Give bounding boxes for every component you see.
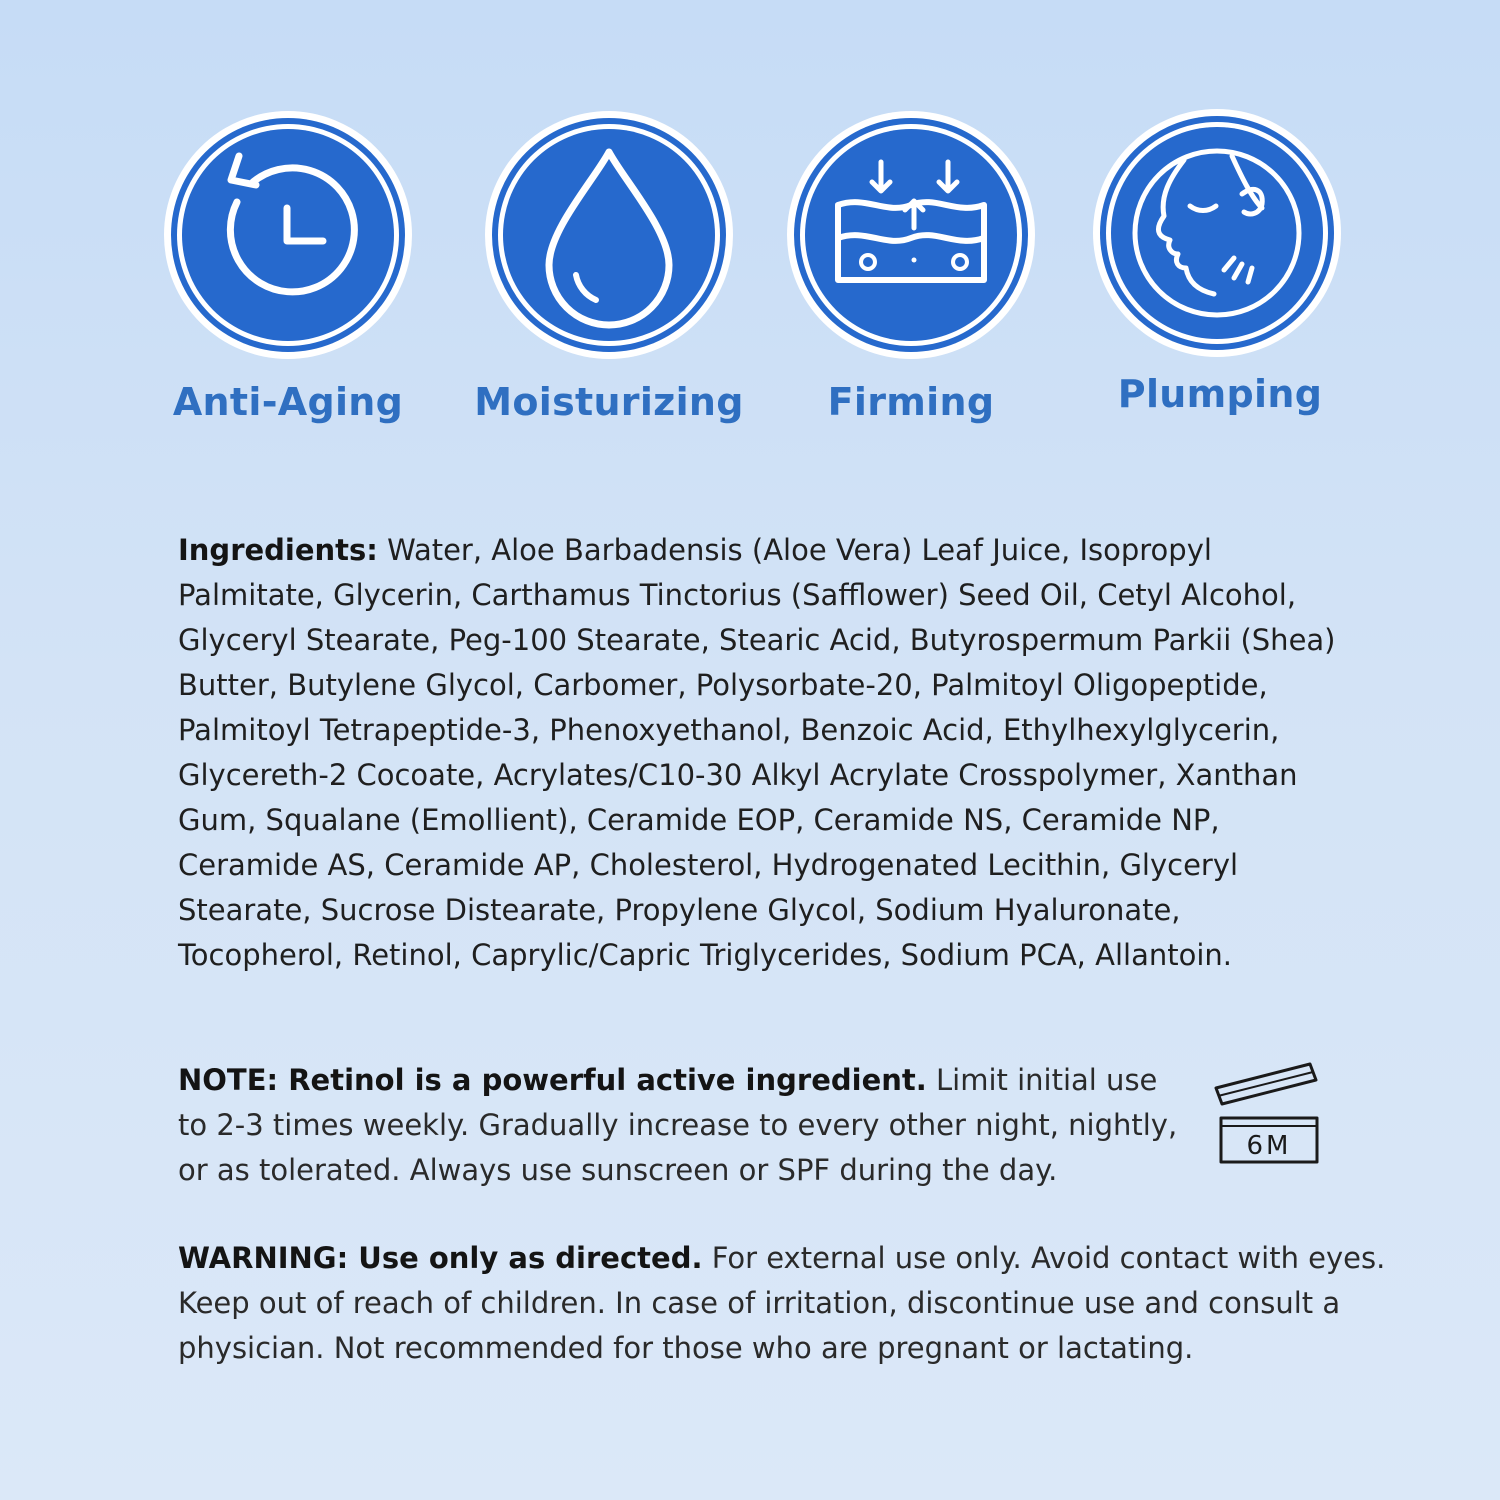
- ingredients-paragraph: [178, 528, 1338, 978]
- plumping-badge: [1092, 108, 1342, 358]
- warning-heading: WARNING: Use only as directed.: [178, 1241, 703, 1275]
- warning-paragraph: [178, 1236, 1388, 1371]
- clock-rewind-icon: [163, 110, 413, 360]
- note-text: Limit initial use to 2-3 times weekly. Gradually increase to every other night, nightly, or as tolerated. Always use sunscreen or SPF during the day.: [178, 1063, 1178, 1187]
- note-paragraph: [178, 1058, 1183, 1193]
- skin-layers-icon: [786, 110, 1036, 360]
- warning-text: For external use only. Avoid contact with eyes. Keep out of reach of children. In case of irritation, discontinue use and consult a physician. Not recommended for those who are pregnant or lactating.: [178, 1241, 1386, 1365]
- pao-label: 6M: [1246, 1131, 1292, 1161]
- note-heading: NOTE: Retinol is a powerful active ingredient.: [178, 1063, 927, 1097]
- period-after-opening: [1206, 1058, 1326, 1177]
- water-drop-icon: [484, 110, 734, 360]
- benefit-label-firming: Firming: [827, 380, 995, 424]
- face-profile-icon: [1092, 108, 1342, 358]
- ingredients-heading: Ingredients:: [178, 533, 378, 567]
- moisturizing-badge: [484, 110, 734, 360]
- benefit-label-anti-aging: Anti-Aging: [172, 380, 404, 424]
- open-jar-icon: [1206, 1058, 1326, 1173]
- anti-aging-badge: [163, 110, 413, 360]
- benefit-label-plumping: Plumping: [1117, 372, 1323, 416]
- firming-badge: [786, 110, 1036, 360]
- ingredients-list: Water, Aloe Barbadensis (Aloe Vera) Leaf Juice, Isopropyl Palmitate, Glycerin, Carthamus Tinctorius (Safflower) Seed Oil, Cetyl Alcohol, Glyceryl Stearate, Peg-100 Stearate, Stearic Acid, Butyrospermum Parkii (Shea) Butter, Butylene Glycol, Carbomer, Polysorbate-20, Palmitoyl Oligopeptide, Palmitoyl Tetrapeptide-3, Phenoxyethanol, Benzoic Acid, Ethylhexylglycerin, Glycereth-2 Cocoate, Acrylates/C10-30 Alkyl Acrylate Crosspolymer, Xanthan Gum, Squalane (Emollient), Ceramide EOP, Ceramide NS, Ceramide NP, Ceramide AS, Ceramide AP, Cholesterol, Hydrogenated Lecithin, Glyceryl Stearate, Sucrose Distearate, Propylene Glycol, Sodium Hyaluronate, Tocopherol, Retinol, Caprylic/Capric Triglycerides, Sodium PCA, Allantoin.: [178, 533, 1336, 972]
- benefit-label-moisturizing: Moisturizing: [474, 380, 744, 424]
